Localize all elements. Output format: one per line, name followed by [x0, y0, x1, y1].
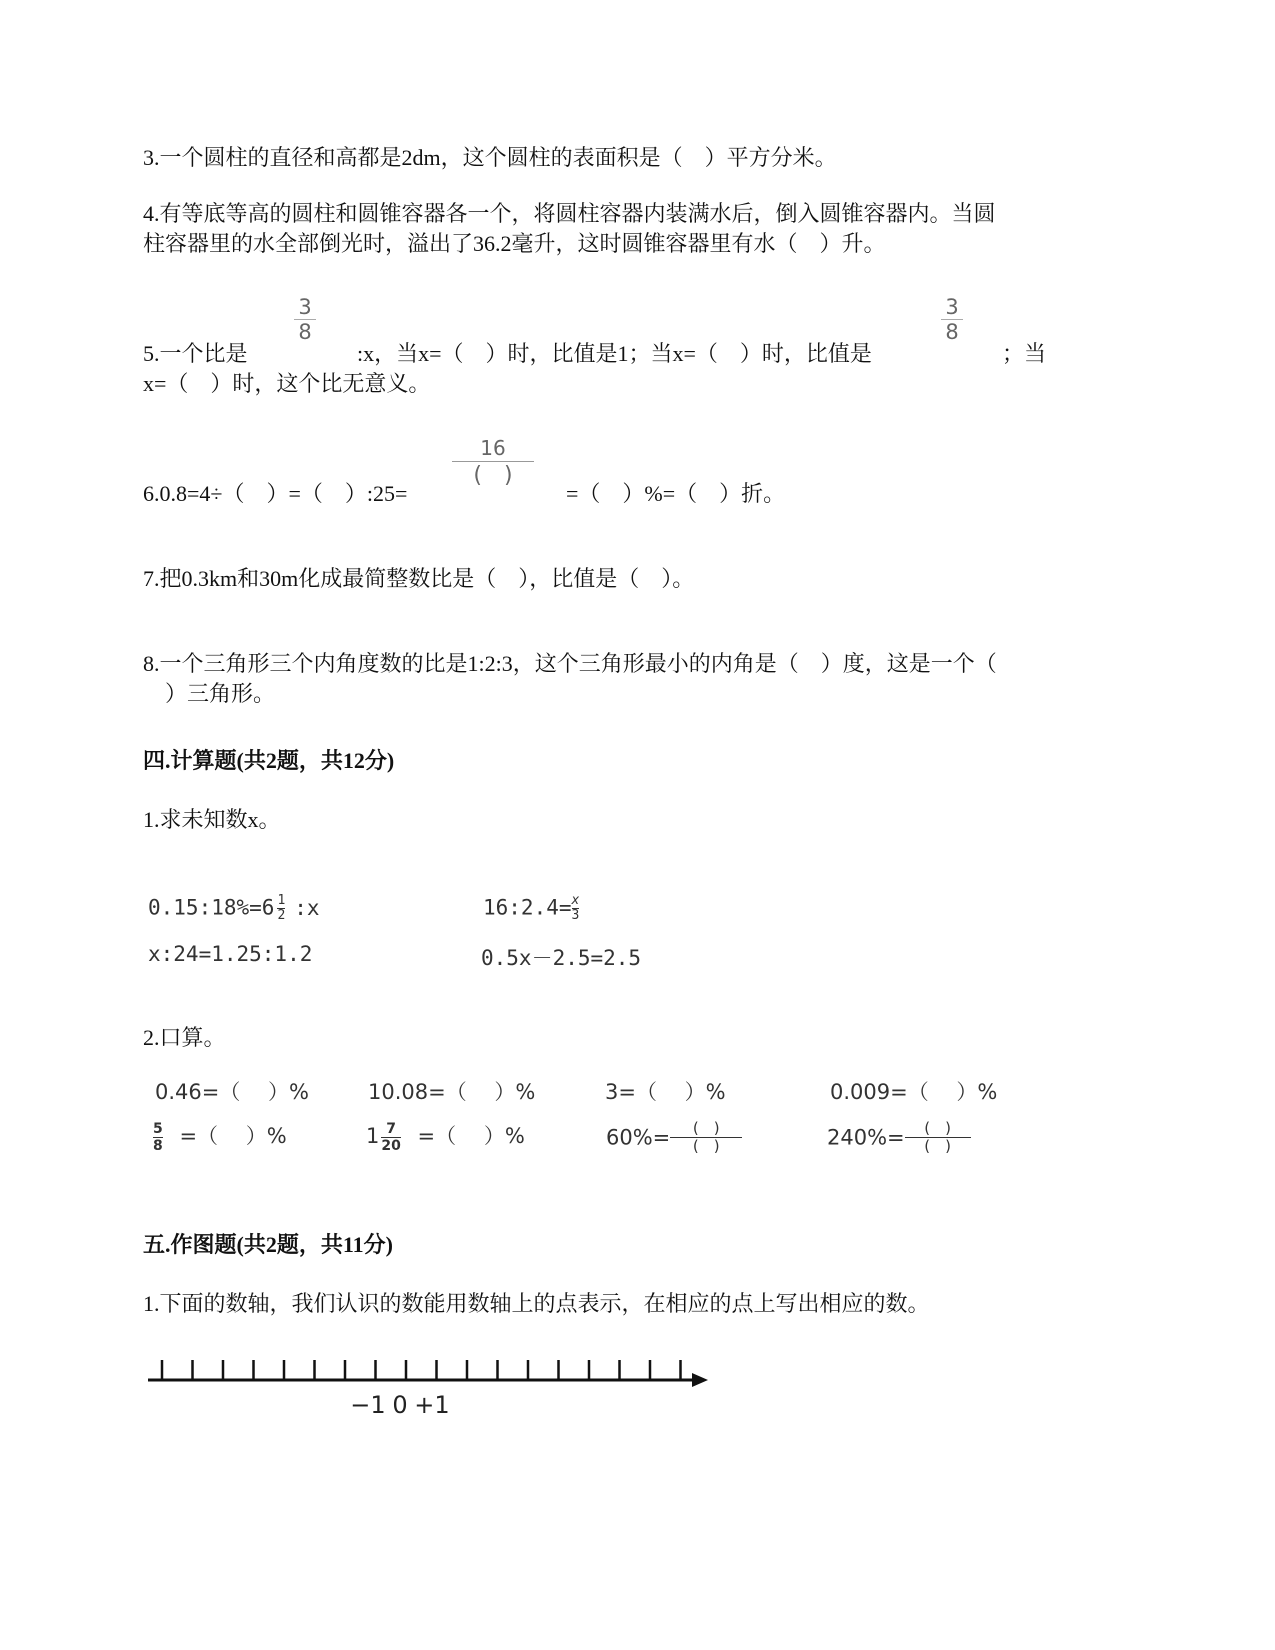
oral-item-8 — [827, 1120, 971, 1155]
section-4-question-1: 1.求未知数x。 — [143, 807, 281, 832]
oral-item-2: 10.08=（ ）% — [368, 1080, 536, 1104]
oral-item-7-part-a: 60%= — [606, 1125, 671, 1150]
number-line — [140, 1350, 720, 1420]
oral-item-5 — [153, 1120, 287, 1154]
equation-1-part-b: :x — [294, 895, 320, 920]
equation-1-fraction: $\frac{1}{2}$ — [277, 893, 286, 923]
tick-label-minus-1: −1 — [350, 1391, 386, 1419]
oral-item-7-fraction: ( ) ( ) — [670, 1120, 742, 1155]
question-5-fraction-2 — [937, 296, 967, 343]
question-8-line-1: 8.一个三角形三个内角度数的比是1:2:3，这个三角形最小的内角是（ ）度，这是一个（ — [143, 651, 997, 676]
question-6-part-a: 6.0.8=4÷（ ）=（ ）:25= — [143, 481, 408, 506]
fraction-denominator: 8 — [298, 320, 312, 344]
section-4-heading: 四.计算题(共2题，共12分) — [143, 748, 395, 773]
oral-item-6-fraction: $\frac{7}{20}$ — [381, 1120, 401, 1154]
oral-item-8-part-a: 240%= — [827, 1125, 905, 1150]
fraction-numerator: 3 — [945, 295, 959, 319]
fraction-numerator: 16 — [480, 436, 506, 460]
question-4-line-1: 4.有等底等高的圆柱和圆锥容器各一个，将圆柱容器内装满水后，倒入圆锥容器内。当圆 — [143, 201, 996, 226]
question-6-part-b: =（ ）%=（ ）折。 — [566, 481, 786, 506]
oral-item-5-fraction: $\frac{5}{8}$ — [153, 1120, 163, 1154]
equation-2 — [483, 894, 579, 923]
question-5-fraction-1 — [290, 296, 320, 343]
oral-item-3: 3=（ ）% — [605, 1080, 726, 1104]
question-7: 7.把0.3km和30m化成最简整数比是（ ），比值是（ ）。 — [143, 566, 695, 591]
section-5-question-1: 1.下面的数轴，我们认识的数能用数轴上的点表示，在相应的点上写出相应的数。 — [143, 1291, 930, 1316]
oral-item-6-whole: 1 — [366, 1124, 380, 1148]
question-5-part-c: ；当 — [1002, 341, 1047, 366]
question-5-line-2: x=（ ）时，这个比无意义。 — [143, 371, 431, 396]
question-4-line-2: 柱容器里的水全部倒光时，溢出了36.2毫升，这时圆锥容器里有水（ ）升。 — [143, 231, 886, 256]
oral-item-1: 0.46=（ ）% — [155, 1080, 309, 1104]
fraction-numerator: 3 — [298, 295, 312, 319]
question-3: 3.一个圆柱的直径和高都是2dm，这个圆柱的表面积是（ ）平方分米。 — [143, 145, 837, 170]
section-5-heading: 五.作图题(共2题，共11分) — [143, 1232, 393, 1257]
question-5-part-a: 5.一个比是 — [143, 341, 248, 366]
number-line-ticks — [162, 1360, 681, 1380]
fraction-denominator: ( ) — [473, 463, 513, 488]
oral-item-7 — [606, 1120, 742, 1155]
tick-label-plus-1: +1 — [414, 1391, 450, 1419]
equation-1 — [148, 894, 320, 923]
equation-4: 0.5x－2.5=2.5 — [481, 946, 642, 970]
question-6-fraction — [452, 436, 534, 489]
arrow-head-icon — [692, 1373, 708, 1387]
equation-3: x:24=1.25:1.2 — [148, 942, 313, 966]
oral-item-5-rest: =（ ）% — [179, 1124, 287, 1148]
section-4-question-2: 2.口算。 — [143, 1025, 226, 1050]
tick-label-zero: 0 — [392, 1391, 408, 1419]
oral-item-6 — [366, 1120, 525, 1154]
equation-2-fraction: $\frac{x}{3}$ — [571, 893, 580, 923]
question-5-part-b: :x，当x=（ ）时，比值是1；当x=（ ）时，比值是 — [357, 341, 872, 366]
oral-item-6-rest: =（ ）% — [417, 1124, 525, 1148]
fraction-denominator: 8 — [945, 320, 959, 344]
equation-2-part-a: 16:2.4= — [483, 895, 572, 920]
equation-1-part-a: 0.15:18%=6 — [148, 895, 275, 920]
question-8-line-2: ）三角形。 — [143, 681, 276, 706]
oral-item-8-fraction: ( ) ( ) — [905, 1120, 971, 1155]
oral-item-4: 0.009=（ ）% — [830, 1080, 998, 1104]
